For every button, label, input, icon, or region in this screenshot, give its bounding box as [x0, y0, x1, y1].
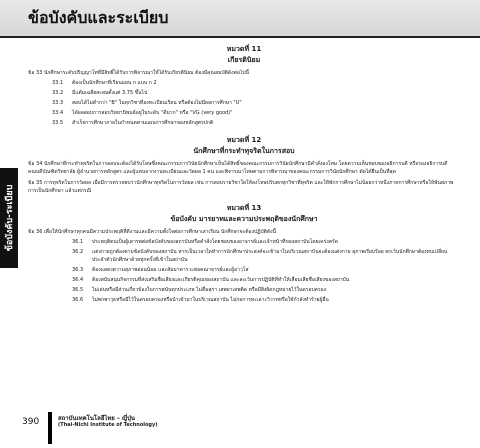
- page-title: ข้อบังคับและระเบียบ: [28, 8, 169, 27]
- item-text: สำเร็จการศึกษาภายในกำหนดตามแผนการศึกษาของหลักสูตรปกติ: [72, 120, 214, 126]
- item-number: 36.2: [72, 249, 84, 255]
- item-number: 33.3: [52, 100, 64, 106]
- item-number: 36.4: [72, 277, 84, 283]
- chapter-title: นักศึกษาที่กระทำทุจริตในการสอบ: [193, 147, 295, 155]
- list-item: [28, 248, 460, 264]
- list-item: [28, 79, 460, 87]
- item-text: ไม่พกพาวุธหรือมีไว้ในครอบครองหรือนำเข้ามาในบริเวณสถาบัน ไม่ก่อการทะเลาะวิวาทหรือใช้กำลังทำร้ายผู้อื่น: [92, 297, 329, 303]
- item-number: 33.1: [52, 80, 64, 86]
- list-item: [28, 238, 460, 246]
- item-text: ต้องเป็นนักศึกษาที่เรียนแผน ก แบบ ก 2: [72, 80, 157, 86]
- item-number: 36.6: [72, 297, 84, 303]
- item-number: 33.2: [52, 90, 64, 96]
- list-item: [28, 286, 460, 294]
- list-item: [28, 276, 460, 284]
- rule-35: ข้อ 35 การทุจริตในการวัดผล เมื่อมีการตรวจพบว่านักศึกษาทุจริตในการวัดผล เช่น การสอบรายวิชาใดให้ลงโทษปรับตกทุกวิชาที่ทุจริต และให้พักการศึกษาไม่น้อยกว่าหนึ่งภาคการศึกษาหรือให้พ้นสภาพการเป็นนักศึกษา แล้วแต่กรณี: [28, 180, 454, 194]
- institute-name-en: (Thai-Nichi Institute of Technology): [58, 422, 158, 428]
- institute-name-th: สถาบันเทคโนโลยีไทย – ญี่ปุ่น: [58, 415, 136, 422]
- item-text: ประพฤติตนเป็นผู้เคารพต่อข้อบังคับของสถาบันหรือคำสั่งโดยชอบของอาจารย์และเจ้าหน้าที่ของสถาบันโดยเคร่งครัด: [92, 239, 338, 245]
- item-text: ได้ผลสอบการสอบวิทยานิพนธ์อยู่ในระดับ "ดีมาก" หรือ "VG (very good)": [72, 110, 233, 116]
- side-tab-label: ข้อบังคับ-ระเบียบ: [5, 184, 15, 252]
- list-item: [28, 109, 460, 117]
- list-item: [28, 266, 460, 274]
- item-text: ต้องสนับสนุนกิจกรรมที่ส่งเสริมชื่อเสียงและเกียรติคุณของสถาบัน และละเว้นการปฏิบัติที่ทำให้เสื่อมเสียชื่อเสียงของสถาบัน: [92, 277, 350, 283]
- page-header: [0, 0, 480, 38]
- list-item: [28, 89, 460, 97]
- footer-divider: [48, 412, 52, 444]
- list-item: [28, 119, 460, 127]
- item-number: 33.5: [52, 120, 64, 126]
- item-text: สอบได้ไม่ต่ำกว่า "B" ในทุกวิชาที่ลงทะเบียนเรียน หรือต้องไม่มีผลการศึกษา "U": [72, 100, 242, 106]
- chapter-heading: หมวดที่ 13: [226, 204, 262, 212]
- rule-33: ข้อ 33 นักศึกษาระดับปริญญาโทที่มีสิทธิ์ได้รับการพิจารณาให้ได้รับเกียรตินิยม ต้องมีคุณสมบัติดังต่อไปนี้: [28, 70, 249, 76]
- chapter-heading: หมวดที่ 11: [226, 45, 262, 53]
- item-text: แต่งกายถูกต้องตามข้อบังคับของสถาบัน หากเป็นเวลาใดทำการนักศึกษาประสงค์จะเข้ามาในบริเวณสถาบันจะต้องแต่งกาย สุภาพเรียบร้อย ยกเว้นนักศึกษาต้องทบเปลี่ยนประจำตัวนักศึกษาด้วยทุกครั้งที่เข้าในสถาบัน: [92, 249, 448, 263]
- list-item: [28, 296, 460, 304]
- list-item: [28, 99, 460, 107]
- item-number: 36.1: [72, 239, 84, 245]
- item-number: 36.5: [72, 287, 84, 293]
- chapter-heading: หมวดที่ 12: [226, 136, 262, 144]
- chapter-title: เกียรตินิยม: [227, 56, 261, 64]
- rule-36: ข้อ 36 เพื่อให้นักศึกษาทุกคนมีความประพฤติที่ดีงามและมีความตั้งใจต่อการศึกษาเล่าเรียน นักศึกษาจะต้องปฏิบัติดังนี้: [28, 229, 276, 235]
- item-text: ไม่เล่นหรือมีส่วนเกี่ยวข้องในการพนันทุกประเภท ไม่ดื่มสุรา เสพยาเสพติด หรือมีสิ่งผิดกฎหมายไว้ในครอบครอง: [92, 287, 327, 293]
- item-number: 36.3: [72, 267, 84, 273]
- item-text: มีแต้มเฉลี่ยสะสมตั้งแต่ 3.75 ขึ้นไป: [72, 90, 148, 96]
- item-text: ต้องแสดงความสุภาพอ่อนน้อม และสัมมาคารวะต่อคณาจารย์และผู้อาวุโส: [92, 267, 249, 273]
- page-footer: [0, 408, 480, 448]
- document-body: [28, 44, 460, 304]
- item-number: 33.4: [52, 110, 64, 116]
- rule-34: ข้อ 34 นักศึกษาที่กระทำทุจริตในการสอบจะต้องได้รับโทษซึ่งคณะกรรมการวินัยนักศึกษาเห็นได้สิทธิ์ของคณะกรรมการวินัยนักศึกษามีคำสั่งลงโทษ โดยความเห็นชอบของอธิการบดี หรือรองอธิการบดี คณบดีบัณฑิตวิทยาลัย ผู้อำนวยการหลักสูตร และผู้แทนจากงานทะเบียนและวัดผล 1 คน และพิจารณาโทษตามการพิจารณาของคณะกรรมการวินัยนักศึกษา ตัดได้ยืนเป็นที่สุด: [28, 161, 448, 175]
- page-number: 390: [22, 417, 40, 427]
- side-tab: [0, 168, 18, 268]
- chapter-title: ข้อบังคับ มารยาทและความประพฤติของนักศึกษา: [170, 215, 318, 223]
